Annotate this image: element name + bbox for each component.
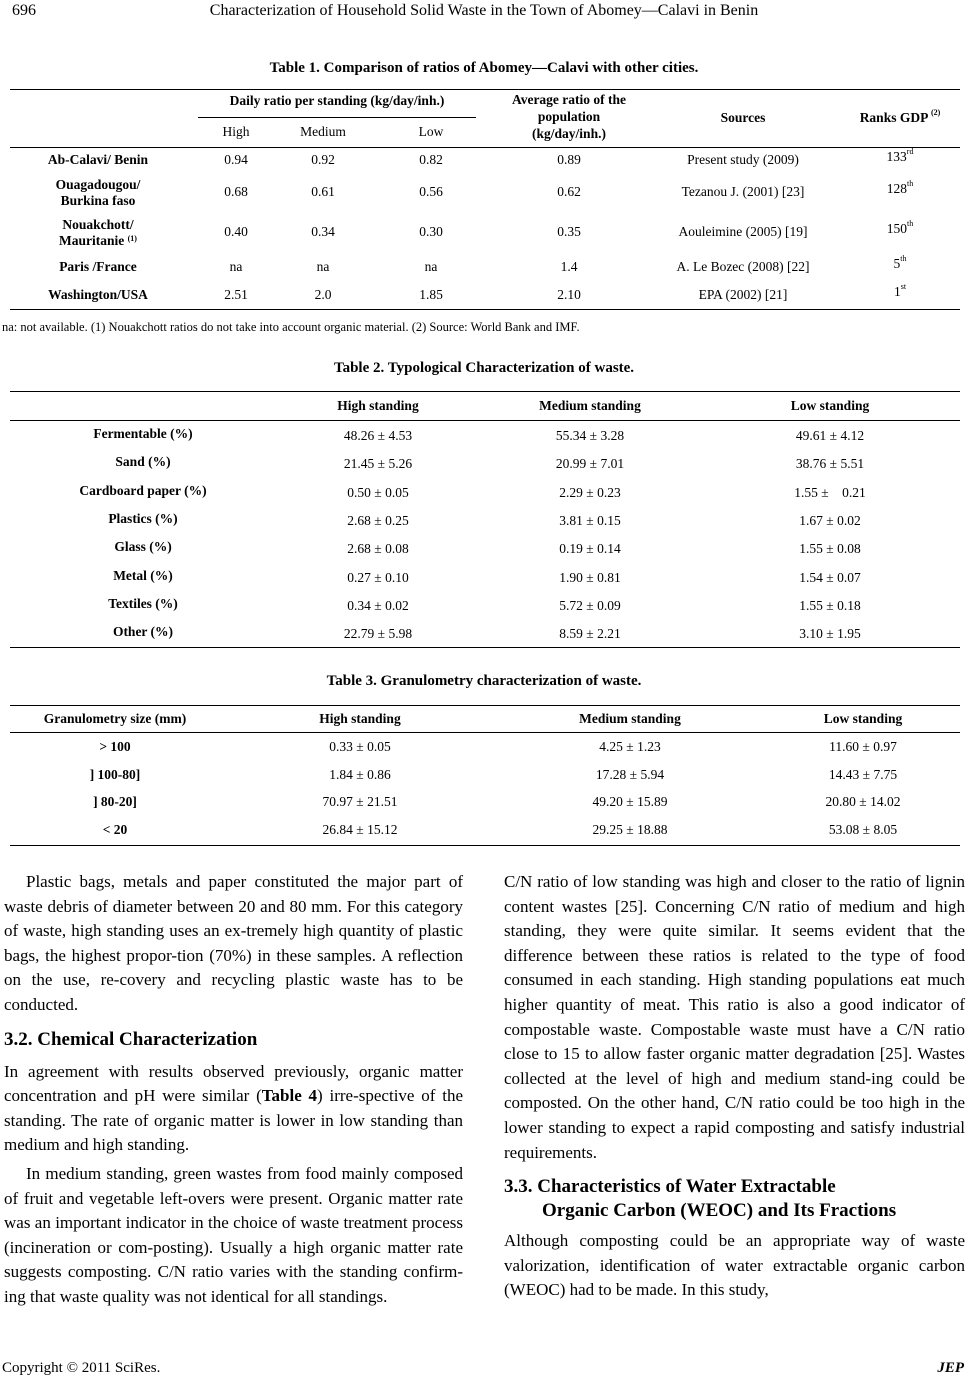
text-span: In agreement with results observed previously, organic matter concentration and pH were similar ( [4, 1061, 463, 1106]
table1-sources-header: Sources [720, 110, 766, 125]
table3-header-rule [10, 732, 960, 733]
running-header [0, 2, 968, 24]
left-column [4, 870, 463, 1310]
section-heading: 3.2. Chemical Characterization [4, 1028, 258, 1050]
table1-header-rule [10, 147, 960, 148]
size-label: < 20 [102, 821, 128, 837]
medium-cell: 3.81 ± 0.15 [559, 512, 621, 528]
medium-cell: 4.25 ± 1.23 [599, 739, 661, 754]
table3-caption: Table 3. Granulometry characterization of waste. [326, 673, 642, 689]
city-line: Paris /France [59, 259, 137, 274]
rank-sup: rd [906, 147, 914, 156]
city-cell [10, 259, 186, 275]
source-cell: A. Le Bozec (2008) [22] [676, 259, 810, 274]
low-cell: 1.55 ± 0.21 [794, 484, 866, 500]
high-cell: 2.68 ± 0.08 [347, 541, 409, 557]
low-cell: 1.55 ± 0.08 [799, 541, 861, 557]
city-cell [10, 287, 186, 303]
medium-cell: 2.29 ± 0.23 [559, 484, 621, 500]
high-cell: 48.26 ± 4.53 [343, 428, 413, 443]
right-column [504, 870, 965, 1303]
low-cell: 11.60 ± 0.97 [829, 739, 897, 754]
row-label: Sand (%) [115, 454, 171, 470]
rank-sup: th [907, 219, 914, 228]
table3-bottom-rule [10, 845, 960, 846]
low-cell: 1.54 ± 0.07 [799, 569, 861, 585]
low-cell: 53.08 ± 8.05 [828, 821, 898, 837]
table1-caption: Table 1. Comparison of ratios of Abomey—Calavi with other cities. [269, 60, 699, 76]
medium-cell: na [316, 259, 330, 274]
table2-header-low: Low standing [790, 398, 870, 413]
city-line: Washington/USA [48, 287, 148, 302]
table1-ranks-label: Ranks GDP [859, 110, 928, 125]
medium-cell: 55.34 ± 3.28 [555, 428, 625, 443]
table3-top-rule [10, 705, 960, 706]
medium-cell: 5.72 ± 0.09 [559, 597, 621, 613]
table2-header-rule [10, 420, 960, 421]
high-cell: 0.33 ± 0.05 [329, 739, 391, 754]
high-cell: na [229, 259, 243, 274]
high-cell: 0.94 [224, 152, 248, 167]
rank-cell [840, 256, 960, 272]
rank-sup: st [900, 282, 907, 291]
row-label: Textiles (%) [108, 595, 178, 611]
medium-cell: 0.92 [311, 152, 335, 167]
row-label: Plastics (%) [108, 510, 178, 526]
low-cell: 0.30 [419, 224, 443, 239]
high-cell: 26.84 ± 15.12 [322, 821, 398, 837]
rank-value: 133 [886, 149, 907, 164]
table1-group-header: Daily ratio per standing (kg/day/inh.) [229, 93, 445, 108]
low-cell: 1.55 ± 0.18 [799, 597, 861, 613]
table1-bottom-rule [10, 309, 960, 310]
table1-top-rule [10, 89, 960, 90]
low-cell: 20.80 ± 14.02 [825, 794, 901, 809]
high-cell: 0.68 [224, 184, 248, 199]
section-heading [504, 1175, 965, 1223]
city-line: Ab-Calavi/ Benin [47, 152, 149, 167]
city-cell [10, 177, 186, 209]
avg-cell: 1.4 [560, 259, 578, 274]
table2-bottom-rule [10, 647, 960, 648]
avg-cell: 0.35 [557, 224, 581, 239]
low-cell: 49.61 ± 4.12 [795, 428, 865, 443]
city-line: Nouakchott/ [62, 217, 134, 232]
paragraph: Although composting could be an appropriate way of waste valorization, identification of water extractable organic carbon (WEOC) had to be made. In this study, [504, 1231, 965, 1300]
medium-cell: 49.20 ± 15.89 [592, 794, 668, 809]
table1-group-rule [198, 117, 476, 118]
row-label: Metal (%) [113, 567, 173, 583]
heading-line: Organic Carbon (WEOC) and Its Fractions [542, 1200, 897, 1222]
table1-ranks-header [840, 110, 960, 126]
size-label: ] 100-80] [89, 766, 141, 782]
copyright: Copyright © 2011 SciRes. [2, 1360, 161, 1376]
table1-subheader-high: High [222, 124, 250, 139]
rank-value: 150 [886, 221, 907, 236]
high-cell: 21.45 ± 5.26 [343, 456, 413, 472]
low-cell: 0.56 [419, 184, 443, 199]
table3-header-medium: Medium standing [579, 711, 681, 726]
medium-cell: 2.0 [314, 287, 332, 302]
low-cell: 1.67 ± 0.02 [799, 512, 861, 528]
medium-cell: 20.99 ± 7.01 [555, 456, 625, 472]
running-title: Characterization of Household Solid Waste in the Town of Abomey—Calavi in Benin [209, 2, 759, 19]
high-cell: 2.51 [224, 287, 248, 302]
medium-cell: 0.61 [311, 184, 335, 199]
medium-cell: 8.59 ± 2.21 [559, 626, 621, 642]
table1-avg-header-line: population [537, 109, 601, 124]
table-reference-link[interactable]: Table 4 [261, 1086, 318, 1106]
heading-line: 3.3. Characteristics of Water Extractable [504, 1176, 836, 1198]
source-cell: Aouleimine (2005) [19] [678, 224, 808, 239]
high-cell: 1.84 ± 0.86 [329, 766, 391, 782]
rank-cell [840, 284, 960, 300]
paragraph: In medium standing, green wastes from food mainly composed of fruit and vegetable left-overs were present. Organic matter rate was an important indicator in the choice of waste treatment process (incineration or com-posting). Usually a high organic matter rate suggests composting. C/N ratio varies with the standing confirm-ing that waste quality was not identical for all standings. [4, 1163, 463, 1306]
table1-avg-header [490, 91, 648, 142]
medium-cell: 29.25 ± 18.88 [592, 821, 668, 837]
low-cell: 1.85 [419, 287, 443, 302]
row-label: Fermentable (%) [93, 426, 193, 441]
high-cell: 0.50 ± 0.05 [347, 484, 409, 500]
page-number: 696 [12, 2, 36, 19]
high-cell: 0.34 ± 0.02 [347, 597, 409, 613]
city-cell [10, 152, 186, 168]
rank-value: 128 [886, 181, 907, 196]
table1-subheader-medium: Medium [300, 124, 346, 139]
high-cell: 0.40 [224, 224, 248, 239]
medium-cell: 17.28 ± 5.94 [595, 766, 665, 782]
source-cell: EPA (2002) [21] [698, 287, 788, 302]
medium-cell: 0.34 [311, 224, 335, 239]
table2-header-high: High standing [337, 398, 419, 413]
rank-sup: th [907, 179, 914, 188]
table1-subheader-low: Low [418, 124, 444, 139]
city-line: Burkina faso [60, 193, 136, 208]
high-cell: 2.68 ± 0.25 [347, 512, 409, 528]
table1-note: na: not available. (1) Nouakchott ratios do not take into account organic material. (2) Source: World Bank and IMF. [2, 320, 580, 334]
medium-cell: 1.90 ± 0.81 [559, 569, 621, 585]
rank-cell [840, 221, 960, 237]
rank-sup: th [900, 254, 907, 263]
table1-ranks-sup: (2) [930, 108, 941, 117]
table2-top-rule [10, 391, 960, 392]
table3-header-size: Granulometry size (mm) [43, 711, 187, 726]
source-cell: Present study (2009) [687, 152, 799, 167]
paragraph [4, 1060, 463, 1158]
row-label: Glass (%) [114, 539, 172, 555]
size-label: ] 80-20] [93, 794, 137, 809]
avg-cell: 2.10 [557, 287, 581, 302]
journal-name: JEP [937, 1360, 964, 1376]
source-cell: Tezanou J. (2001) [23] [681, 184, 805, 199]
text-span: ) irre-spective of the standing. The rate of organic matter is lower in low standing than medium and high standing. [4, 1086, 463, 1155]
rank-value: 5 [893, 256, 901, 271]
table2-caption: Table 2. Typological Characterization of waste. [333, 360, 635, 376]
city-cell [10, 217, 186, 249]
rank-cell [840, 181, 960, 197]
paragraph: Plastic bags, metals and paper constituted the major part of waste debris of diameter between 20 and 80 mm. For this category of waste, high standing uses an ex-tremely high quantity of plastic bags, the highest propor-tion (70%) in these samples. A reflection on the use, re-covery and recycling plastic waste has to be conducted. [4, 872, 463, 1014]
high-cell: 0.27 ± 0.10 [347, 569, 409, 585]
table2-header-medium: Medium standing [539, 398, 641, 413]
table1-avg-header-line: Average ratio of the [511, 92, 627, 107]
avg-cell: 0.89 [557, 152, 581, 167]
low-cell: 0.82 [419, 152, 443, 167]
size-label: > 100 [99, 739, 131, 754]
rank-cell [840, 149, 960, 165]
low-cell: 38.76 ± 5.51 [795, 456, 865, 472]
low-cell: na [424, 259, 438, 274]
high-cell: 70.97 ± 21.51 [322, 794, 398, 809]
low-cell: 3.10 ± 1.95 [799, 626, 861, 642]
row-label: Other (%) [112, 624, 174, 640]
avg-cell: 0.62 [557, 184, 581, 199]
medium-cell: 0.19 ± 0.14 [559, 541, 621, 557]
table1-avg-header-line: (kg/day/inh.) [532, 126, 606, 141]
city-line: Ouagadougou/ [55, 177, 141, 192]
table3-header-high: High standing [319, 711, 401, 726]
table3-header-low: Low standing [823, 711, 903, 726]
high-cell: 22.79 ± 5.98 [343, 626, 413, 642]
low-cell: 14.43 ± 7.75 [828, 766, 898, 782]
city-line: Mauritanie $^{(1)}$ [59, 233, 137, 248]
row-label: Cardboard paper (%) [79, 482, 207, 498]
paragraph: C/N ratio of low standing was high and closer to the ratio of lignin content wastes [25]. Concerning C/N ratio of medium and high standing, they were quite similar. It seems evident that the difference between these ratios is related to the type of food consumed in each standing. High standing populations eat much higher quantity of meat. This ratio is also a good indicator of compostable waste. Compostable waste must have a C/N ratio close to 15 to allow faster organic matter degradation [25]. Wastes collected at the level of high and medium stand-ing could be composted. On the other hand, C/N ratio could be too high in the lower standing to expect a rapid composting and satisfy industrial requirements. [504, 872, 965, 1162]
rank-value: 1 [893, 284, 901, 299]
city-sup: (1) [127, 234, 137, 243]
